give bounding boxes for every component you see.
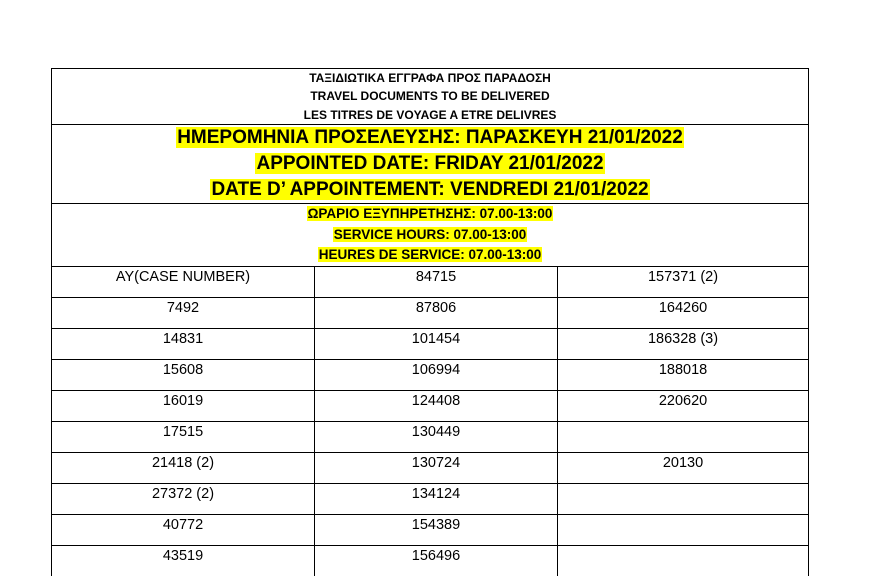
service-hours-english: SERVICE HOURS: 07.00-13:00 xyxy=(333,227,528,242)
case-number-cell: 21418 (2) xyxy=(52,453,315,484)
table-row xyxy=(52,484,809,515)
table-row xyxy=(52,453,809,484)
case-number-cell: 157371 (2) xyxy=(558,267,809,298)
case-number-cell: 40772 xyxy=(52,515,315,546)
appointed-date-cell xyxy=(52,125,809,204)
case-number-cell: 14831 xyxy=(52,329,315,360)
header-title-french: LES TITRES DE VOYAGE A ETRE DELIVRES xyxy=(52,106,808,124)
case-number-cell: 17515 xyxy=(52,422,315,453)
table-row xyxy=(52,298,809,329)
case-number-cell: 43519 xyxy=(52,546,315,576)
header-title-greek: ΤΑΞΙΔΙΩΤΙΚΑ ΕΓΓΡΑΦΑ ΠΡΟΣ ΠΑΡΑΔΟΣΗ xyxy=(52,69,808,87)
table-row xyxy=(52,546,809,576)
appointed-date-french: DATE D’ APPOINTEMENT: VENDREDI 21/01/2022 xyxy=(210,179,649,200)
table-row xyxy=(52,329,809,360)
appointed-date-english: APPOINTED DATE: FRIDAY 21/01/2022 xyxy=(255,153,604,174)
case-number-cell: 156496 xyxy=(315,546,558,576)
service-hours-french: HEURES DE SERVICE: 07.00-13:00 xyxy=(318,247,543,262)
case-number-cell: 154389 xyxy=(315,515,558,546)
case-number-cell: 130724 xyxy=(315,453,558,484)
case-number-cell: 7492 xyxy=(52,298,315,329)
case-number-cell: 15608 xyxy=(52,360,315,391)
header-title-english: TRAVEL DOCUMENTS TO BE DELIVERED xyxy=(52,87,808,105)
service-hours-greek: ΩΡΑΡΙΟ ΕΞΥΠΗΡΕΤΗΣΗΣ: 07.00-13:00 xyxy=(307,206,554,221)
case-number-cell: 188018 xyxy=(558,360,809,391)
table-row xyxy=(52,515,809,546)
case-number-cell: 84715 xyxy=(315,267,558,298)
case-number-cell xyxy=(558,484,809,515)
case-number-cell: 130449 xyxy=(315,422,558,453)
case-number-cell: 87806 xyxy=(315,298,558,329)
case-number-cell: 106994 xyxy=(315,360,558,391)
case-number-cell: 164260 xyxy=(558,298,809,329)
table-row xyxy=(52,267,809,298)
case-number-cell: AY(CASE NUMBER) xyxy=(52,267,315,298)
case-number-cell: 101454 xyxy=(315,329,558,360)
travel-documents-table xyxy=(51,68,809,576)
service-hours-cell xyxy=(52,204,809,267)
header-cell xyxy=(52,69,809,125)
case-number-cell xyxy=(558,515,809,546)
table-row xyxy=(52,360,809,391)
service-hours-row xyxy=(52,204,809,267)
table-row xyxy=(52,422,809,453)
case-number-cell xyxy=(558,546,809,576)
case-number-cell: 220620 xyxy=(558,391,809,422)
appointed-date-greek: ΗΜΕΡΟΜΗΝΙΑ ΠΡΟΣΕΛΕΥΣΗΣ: ΠΑΡΑΣΚΕΥΗ 21/01/2022 xyxy=(176,127,684,148)
appointed-date-row xyxy=(52,125,809,204)
case-number-cell xyxy=(558,422,809,453)
case-number-cell: 134124 xyxy=(315,484,558,515)
table-row xyxy=(52,391,809,422)
case-number-cell: 124408 xyxy=(315,391,558,422)
header-row xyxy=(52,69,809,125)
case-number-cell: 16019 xyxy=(52,391,315,422)
case-number-cell: 27372 (2) xyxy=(52,484,315,515)
case-number-cell: 20130 xyxy=(558,453,809,484)
case-number-cell: 186328 (3) xyxy=(558,329,809,360)
